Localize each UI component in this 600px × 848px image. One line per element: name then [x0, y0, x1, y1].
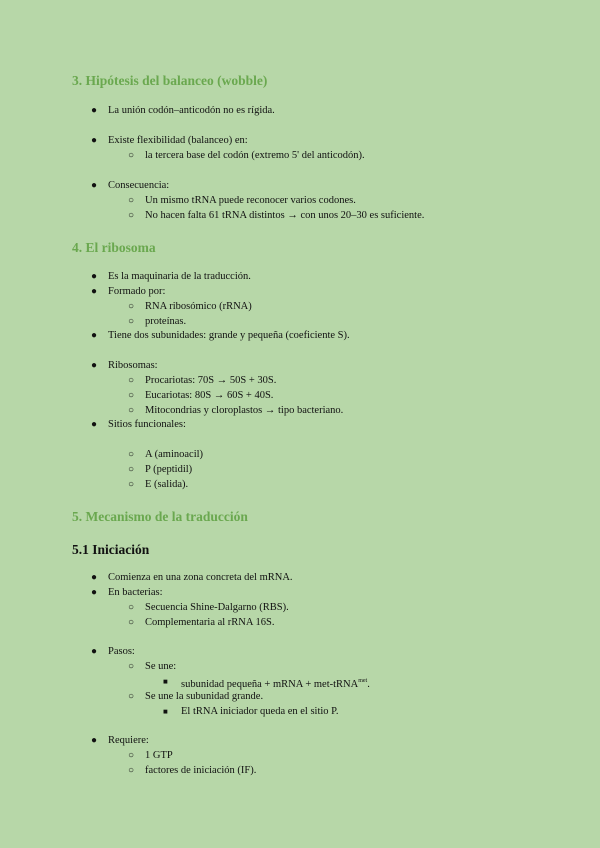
list-item: factores de iniciación (IF). [145, 765, 257, 776]
list-item: Formado por: [108, 286, 166, 297]
circle-bullet-icon: ○ [128, 479, 135, 490]
list-item: Secuencia Shine-Dalgarno (RBS). [145, 602, 289, 613]
section-5-heading: 5. Mecanismo de la traducción [72, 509, 248, 524]
list-item: Requiere: [108, 735, 149, 746]
circle-bullet-icon: ○ [128, 449, 135, 460]
list-item: Se une la subunidad grande. [145, 691, 264, 702]
list-item: Existe flexibilidad (balanceo) en: [108, 135, 248, 146]
list-item: En bacterias: [108, 587, 163, 598]
circle-bullet-icon: ○ [128, 390, 135, 401]
bullet-icon: ● [91, 419, 98, 430]
list-item: RNA ribosómico (rRNA) [145, 301, 252, 312]
circle-bullet-icon: ○ [128, 750, 135, 761]
circle-bullet-icon: ○ [128, 691, 135, 702]
circle-bullet-icon: ○ [128, 661, 135, 672]
circle-bullet-icon: ○ [128, 375, 135, 386]
circle-bullet-icon: ○ [128, 316, 135, 327]
circle-bullet-icon: ○ [128, 150, 135, 161]
list-item: E (salida). [145, 479, 189, 490]
bullet-icon: ● [91, 572, 98, 583]
list-item: 1 GTP [145, 750, 173, 761]
square-bullet-icon: ■ [163, 707, 168, 716]
circle-bullet-icon: ○ [128, 301, 135, 312]
list-item: Tiene dos subunidades: grande y pequeña (coeficiente S). [108, 330, 350, 341]
circle-bullet-icon: ○ [128, 464, 135, 475]
bullet-icon: ● [91, 286, 98, 297]
list-item: Comienza en una zona concreta del mRNA. [108, 572, 293, 583]
bullet-icon: ● [91, 735, 98, 746]
list-item: Consecuencia: [108, 180, 170, 191]
section-3-heading: 3. Hipótesis del balanceo (wobble) [72, 73, 268, 88]
list-item: El tRNA iniciador queda en el sitio P. [181, 706, 339, 717]
list-item: Pasos: [108, 646, 135, 657]
list-item: Complementaria al rRNA 16S. [145, 617, 275, 628]
bullet-icon: ● [91, 330, 98, 341]
section-5-1-heading: 5.1 Iniciación [72, 542, 150, 557]
list-item-text: subunidad pequeña + mRNA + met-tRNA [181, 679, 359, 690]
bullet-icon: ● [91, 271, 98, 282]
list-item [181, 675, 370, 691]
list-item: la tercera base del codón (extremo 5' del anticodón). [145, 150, 365, 161]
circle-bullet-icon: ○ [128, 602, 135, 613]
list-item: Procariotas: 70S → 50S + 30S. [145, 375, 277, 386]
bullet-icon: ● [91, 180, 98, 191]
list-item: proteínas. [145, 316, 187, 327]
list-item: No hacen falta 61 tRNA distintos → con unos 20–30 es suficiente. [145, 210, 425, 221]
bullet-icon: ● [91, 587, 98, 598]
circle-bullet-icon: ○ [128, 195, 135, 206]
circle-bullet-icon: ○ [128, 765, 135, 776]
superscript: met [358, 678, 368, 684]
bullet-icon: ● [91, 135, 98, 146]
list-item-end: . [367, 679, 370, 690]
section-4-heading: 4. El ribosoma [72, 240, 156, 255]
bullet-icon: ● [91, 105, 98, 116]
bullet-icon: ● [91, 360, 98, 371]
list-item: Eucariotas: 80S → 60S + 40S. [145, 390, 274, 401]
circle-bullet-icon: ○ [128, 210, 135, 221]
list-item: Mitocondrias y cloroplastos → tipo bacteriano. [145, 405, 344, 416]
list-item: Se une: [145, 661, 177, 672]
list-item: P (peptidil) [145, 464, 193, 475]
circle-bullet-icon: ○ [128, 617, 135, 628]
list-item: Un mismo tRNA puede reconocer varios codones. [145, 195, 356, 206]
list-item: A (aminoacil) [145, 449, 204, 460]
square-bullet-icon: ■ [163, 677, 168, 686]
bullet-icon: ● [91, 646, 98, 657]
list-item: La unión codón–anticodón no es rígida. [108, 105, 275, 116]
list-item: Ribosomas: [108, 360, 158, 371]
list-item: Sitios funcionales: [108, 419, 186, 430]
list-item: Es la maquinaria de la traducción. [108, 271, 251, 282]
circle-bullet-icon: ○ [128, 405, 135, 416]
